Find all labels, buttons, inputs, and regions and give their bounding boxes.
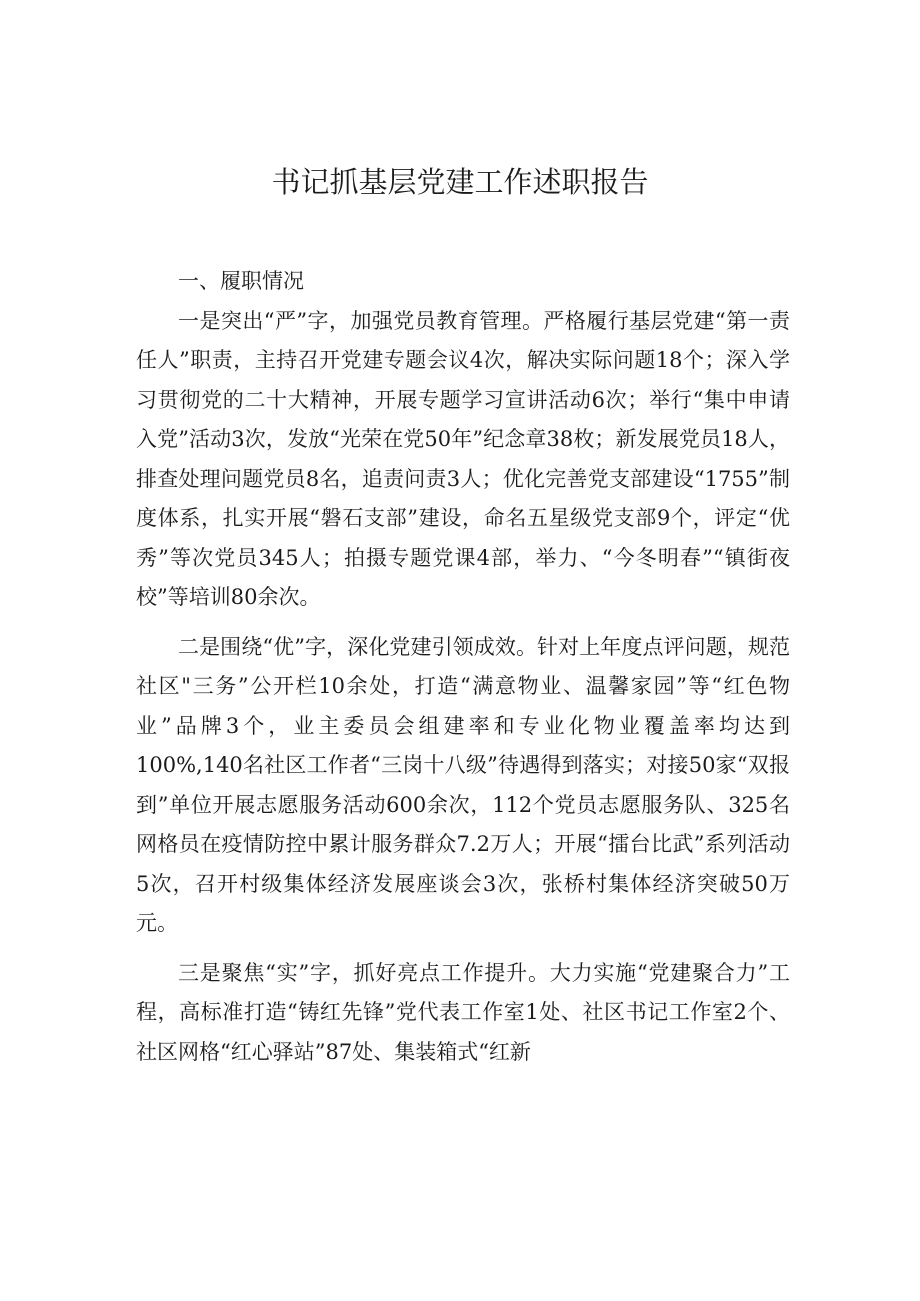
paragraph-3: 三是聚焦“实”字，抓好亮点工作提升。大力实施“党建聚合力”工程，高标准打造“铸红先锋”党代表工作室1处、社区书记工作室2个、社区网格“红心驿站”87处、集装箱式“红新: [136, 960, 790, 1064]
document-body: [136, 262, 790, 1072]
paragraph-2: 二是围绕“优”字，深化党建引领成效。针对上年度点评问题，规范社区"三务”公开栏10余处，打造“满意物业、温馨家园”等“红色物业”品牌3个，业主委员会组建率和专业化物业覆盖率均达到100%,140名社区工作者“三岗十八级”待遇得到落实；对接50家“双报到”单位开展志愿服务活动600余次，112个党员志愿服务队、325名网格员在疫情防控中累计服务群众7.2万人；开展“擂台比武”系列活动5次，召开村级集体经济发展座谈会3次，张桥村集体经济突破50万元。: [136, 634, 790, 935]
document-title: 书记抓基层党建工作述职报告: [271, 165, 649, 199]
section-heading: 一、履职情况: [178, 269, 304, 293]
paragraph-1: 一是突出“严”字，加强党员教育管理。严格履行基层党建“第一责任人”职责，主持召开党建专题会议4次，解决实际问题18个；深入学习贯彻党的二十大精神，开展专题学习宣讲活动6次；举行“集中申请入党”活动3次，发放“光荣在党50年”纪念章38枚；新发展党员18人，排查处理问题党员8名，追责问责3人；优化完善党支部建设“1755”制度体系，扎实开展“磐石支部”建设，命名五星级党支部9个，评定“优秀”等次党员345人；拍摄专题党课4部，举力、“今冬明春”“镇街夜校”等培训80余次。: [136, 308, 790, 609]
